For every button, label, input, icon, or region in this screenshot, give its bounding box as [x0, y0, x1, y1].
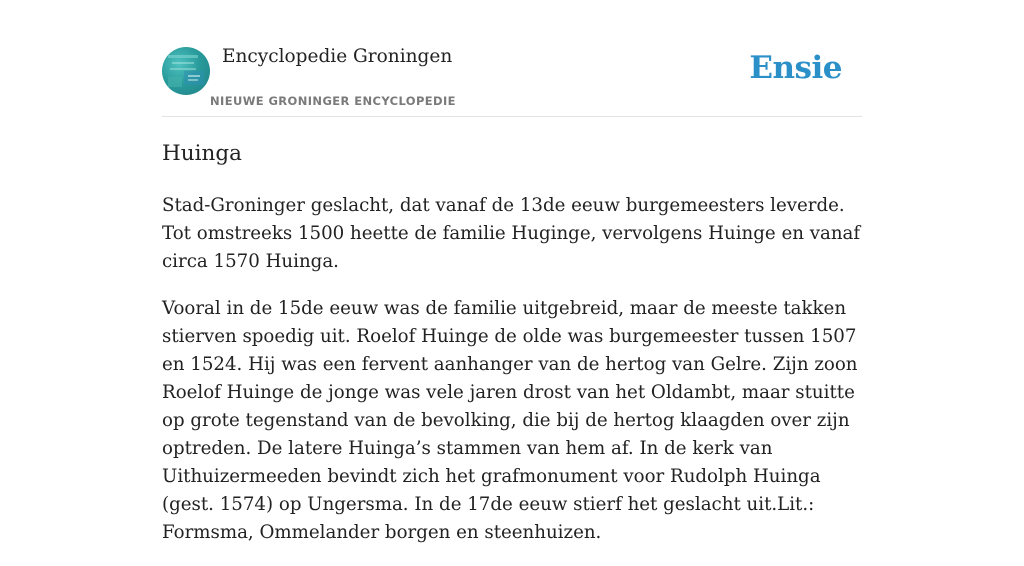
page — [162, 0, 862, 543]
brand-logo-link[interactable]: Ensie — [749, 50, 842, 86]
site-header — [162, 0, 862, 117]
article-paragraph: Vooral in de 15de eeuw was de familie uitgebreid, maar de meeste takken stierven spoedig uit. Roelof Huinge de olde was burgemeester tussen 1507 en 1524. Hij was een fervent aanhanger van de hertog van Gelre. Zijn zoon Roelof Huinge de jonge was vele jaren drost van het Oldambt, maar stuitte op grote tegenstand van de bevolking, die bij de hertog klaagden over zijn optreden. De latere Huinga’s stammen van hem af. In de kerk van Uithuizermeeden bevindt zich het grafmonument voor Rudolph Huinga (gest. 1574) op Ungersma. In de 17de eeuw stierf het geslacht uit.Lit.: Formsma, Ommelander borgen en steenhuizen. — [162, 298, 858, 543]
site-logo-icon[interactable] — [162, 47, 210, 95]
article-title: Huinga — [162, 141, 242, 166]
site-title[interactable]: Encyclopedie Groningen — [222, 46, 453, 67]
site-subtitle: NIEUWE GRONINGER ENCYCLOPEDIE — [210, 94, 456, 108]
article-body — [162, 192, 862, 566]
article-paragraph: Stad-Groninger geslacht, dat vanaf de 13de eeuw burgemeesters leverde. Tot omstreeks 1500 heette de familie Huginge, vervolgens Huinge en vanaf circa 1570 Huinga. — [162, 195, 861, 272]
